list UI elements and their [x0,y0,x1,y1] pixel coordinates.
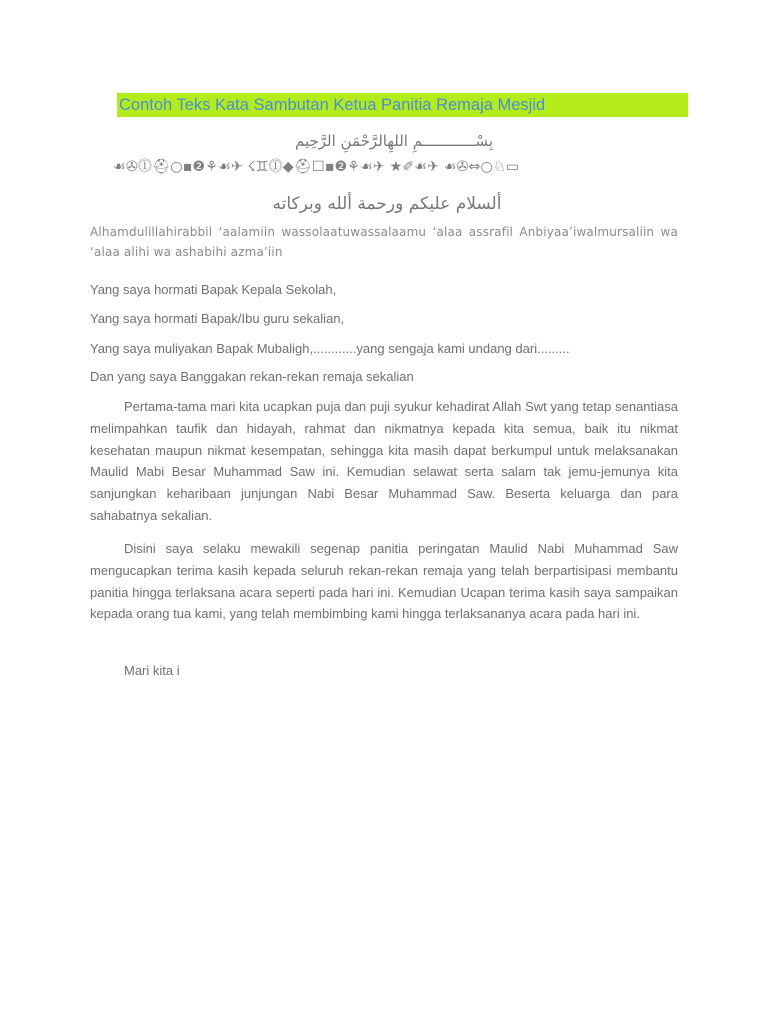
body-paragraph: Pertama-tama mari kita ucapkan puja dan puji syukur kehadirat Allah Swt yang tetap senantiasa melimpahkan taufik dan hidayah, rahmat dan nikmatnya kepada kita semua, baik itu nikmat kesehatan maupun nikmat kesempatan, sehingga kita masih dapat berkumpul untuk melaksanakan Maulid Mabi Besar Muhammad Saw ini. Kemudian selawat serta salam tak jemu-jemunya kita sanjungkan keharibaan junjungan Nabi Besar Muhammad Saw. Beserta keluarga dan para sahabatnya sekalian. [90,399,678,523]
salutation-line: Yang saya hormati Bapak/Ibu guru sekalian, [90,311,345,326]
basmalah-text: بِسْــــــــــــمِ اللهِالرَّحْمَنِ الرَّحِيم [294,132,493,150]
arabic-greeting: ألسلام عليكم ورحمة ألله وبركاته [272,194,502,214]
symbol-glyph-line: ☙✇⓵⛑○▪❷⚘☙✈ ☇♊⓵◆⛑☐▪❷⚘☙✈ ★✐☙✈ ☙✇⇔○♘▭ [113,159,520,175]
body-paragraph: Disini saya selaku mewakili segenap panitia peringatan Maulid Nabi Muhammad Saw mengucapkan terima kasih kepada seluruh rekan-rekan remaja yang telah berpartisipasi membantu panitia hingga terlaksana acara seperti pada hari ini. Kemudian Ucapan terima kasih saya sampaikan kepada orang tua kami, yang telah membimbing kami hingga terlaksananya acara pada hari ini. [90,541,678,622]
salutation-line: Yang saya muliyakan Bapak Mubaligh,............yang sengaja kami undang dari......... [90,341,570,356]
salutation-line: Yang saya hormati Bapak Kepala Sekolah, [90,282,337,297]
document-title: Contoh Teks Kata Sambutan Ketua Panitia Remaja Mesjid [119,96,546,114]
salutation-line: Dan yang saya Banggakan rekan-rekan remaja sekalian [90,369,414,384]
truncated-line: Mari kita i [124,663,180,678]
hamdalah-line: Alhamdulillahirabbil ‘aalamiin wassolaatuwassalaamu ‘alaa assrafil Anbiyaa’iwalmursaliin wa ‘alaa alihi wa ashabihi azma’iin [90,225,678,259]
